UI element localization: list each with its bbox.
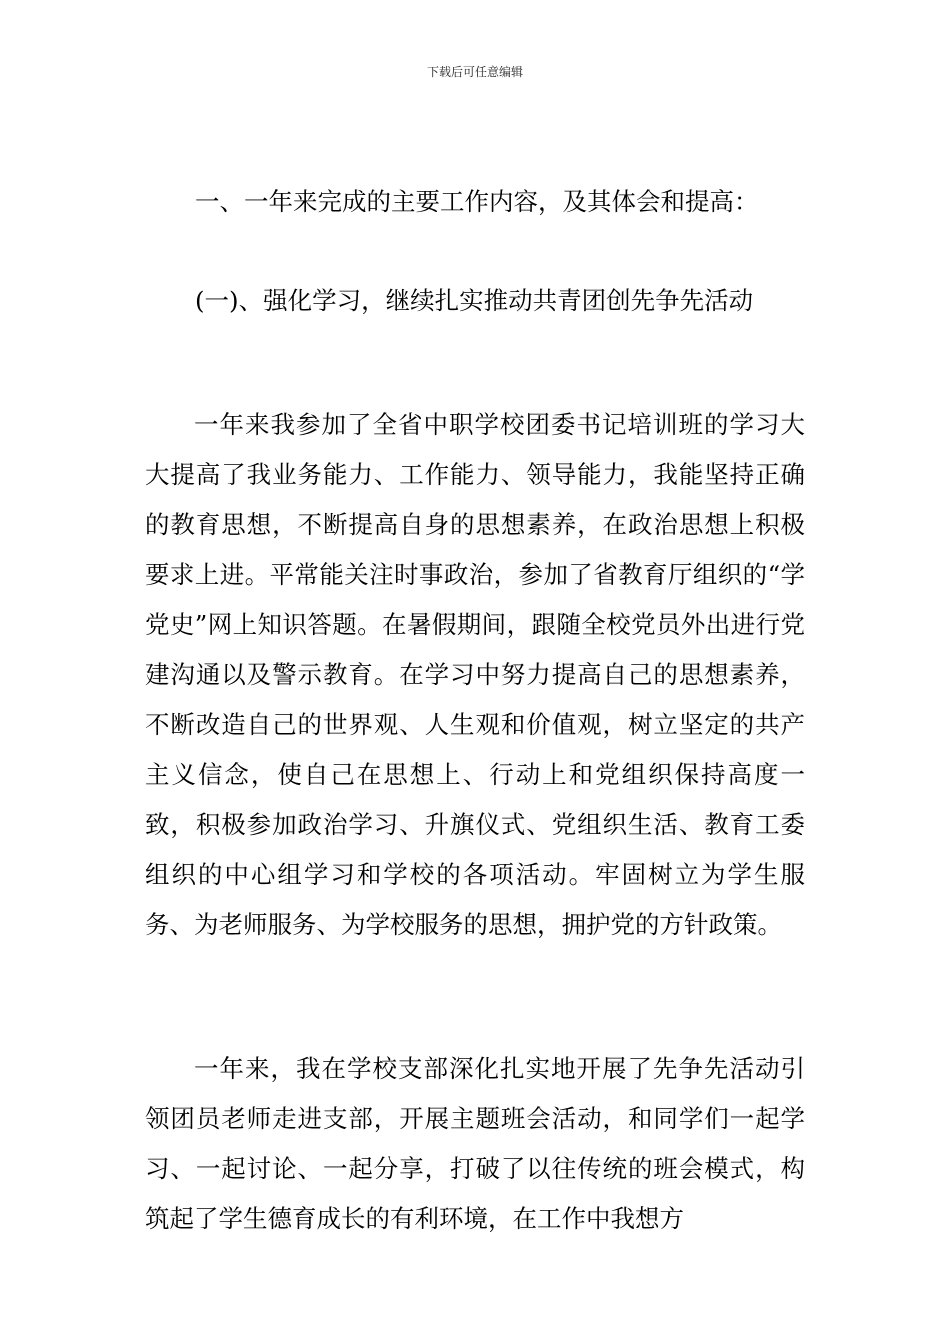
page-header-note: 下载后可任意编辑: [426, 65, 523, 79]
body-paragraph-1: 一年来我参加了全省中职学校团委书记培训班的学习大大提高了我业务能力、工作能力、领导能力，我能坚持正确的教育思想，不断提高自身的思想素养，在政治思想上积极要求上进。平常能关注时事政治，参加了省教育厅组织的“学党史”网上知识答题。在暑假期间，跟随全校党员外出进行党建沟通以及警示教育。在学习中努力提高自己的思想素养，不断改造自己的世界观、人生观和价值观，树立坚定的共产主义信念，使自己在思想上、行动上和党组织保持高度一致，积极参加政治学习、升旗仪式、党组织生活、教育工委组织的中心组学习和学校的各项活动。牢固树立为学生服务、为老师服务、为学校服务的思想，拥护党的方针政策。: [145, 409, 805, 939]
body-paragraph-2: 一年来，我在学校支部深化扎实地开展了先争先活动引领团员老师走进支部，开展主题班会活动，和同学们一起学习、一起讨论、一起分享，打破了以往传统的班会模式，构筑起了学生德育成长的有利环境，在工作中我想方: [145, 1053, 805, 1233]
subsection-heading: (一)、强化学习，继续扎实推动共青团创先争先活动: [195, 286, 754, 315]
section-heading: 一、一年来完成的主要工作内容，及其体会和提高：: [195, 187, 759, 216]
